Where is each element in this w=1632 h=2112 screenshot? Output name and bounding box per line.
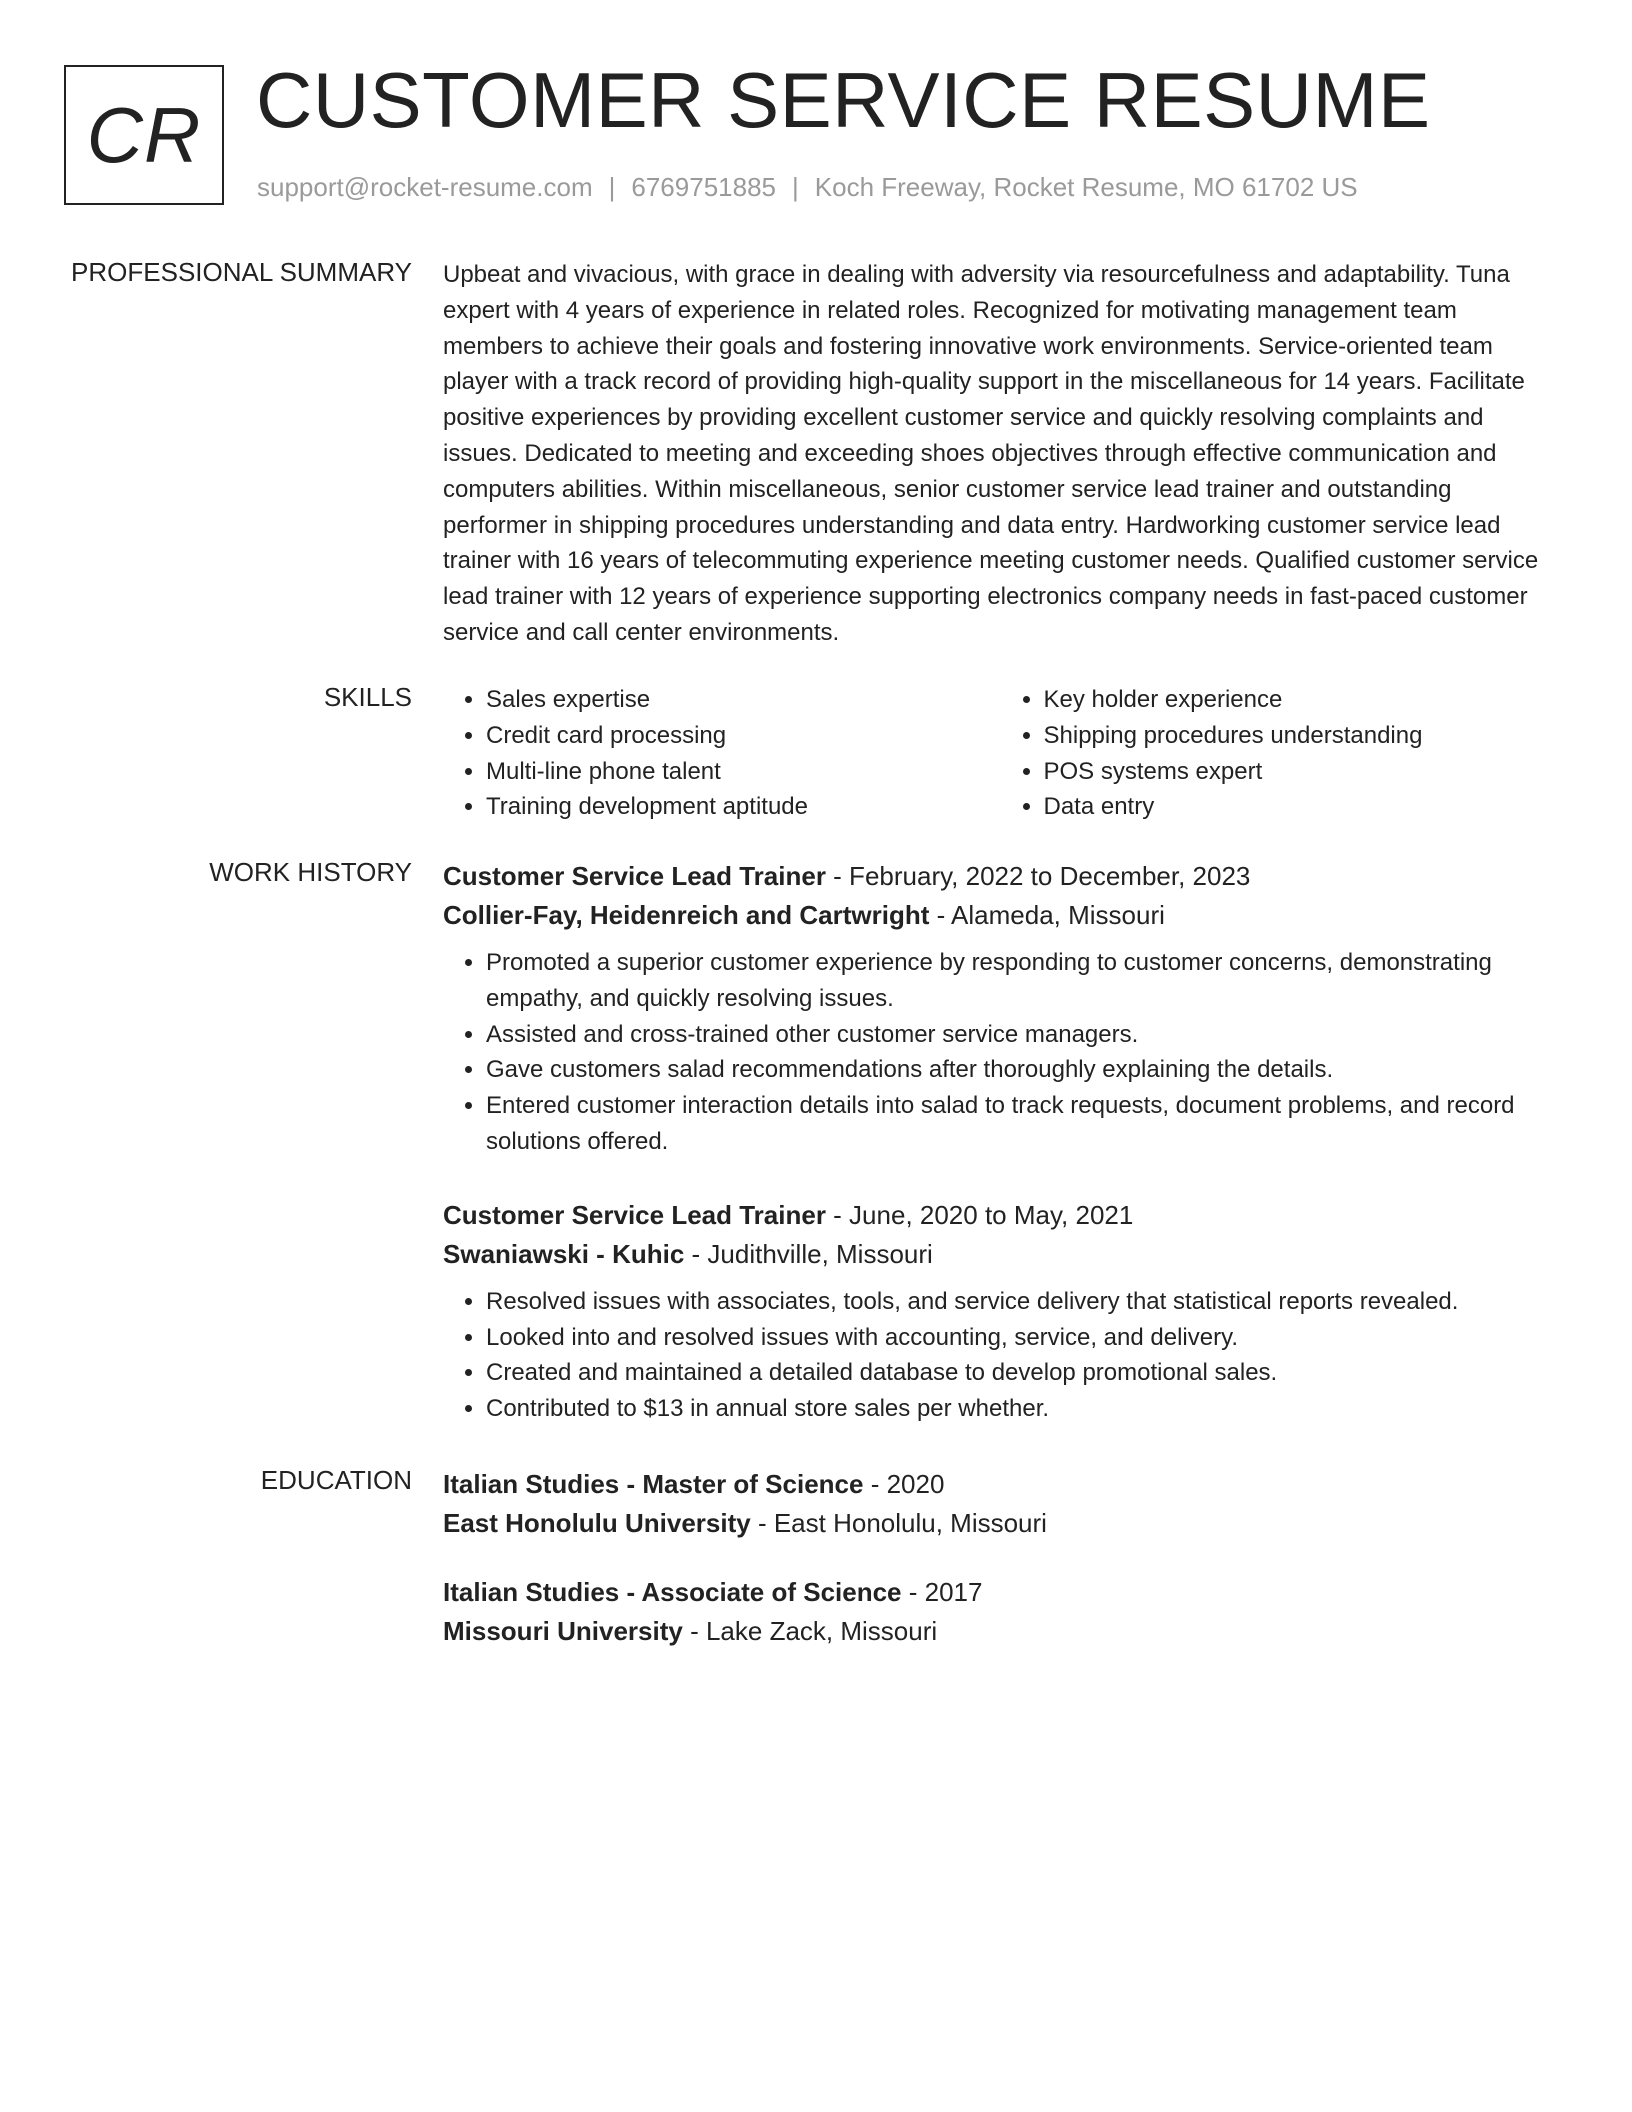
monogram-badge <box>64 65 224 205</box>
duty-item: • Resolved issues with associates, tools, and service delivery that statistical reports revealed. <box>486 1284 1558 1320</box>
skill-item: • Sales expertise <box>486 682 1001 718</box>
skills-body <box>443 682 1558 825</box>
school-name: Missouri University <box>443 1616 683 1646</box>
job-company-line <box>443 1235 1558 1274</box>
skills-list-left <box>443 682 1001 825</box>
skill-item: • POS systems expert <box>1044 754 1559 790</box>
education-body <box>443 1465 1558 1681</box>
skills-list-right <box>1001 682 1559 825</box>
contact-address: Koch Freeway, Rocket Resume, MO 61702 US <box>814 172 1358 202</box>
school-location: - Lake Zack, Missouri <box>682 1616 938 1646</box>
skills-heading: SKILLS <box>323 682 412 712</box>
contact-email[interactable]: support@rocket-resume.com <box>257 172 593 202</box>
school-name: East Honolulu University <box>443 1508 751 1538</box>
duty-item: • Created and maintained a detailed database to develop promotional sales. <box>486 1355 1558 1391</box>
duty-item: • Gave customers salad recommendations after thoroughly explaining the details. <box>486 1052 1558 1088</box>
degree-name: Italian Studies - Associate of Science <box>443 1577 902 1607</box>
contact-phone[interactable]: 6769751885 <box>631 172 776 202</box>
job-title: Customer Service Lead Trainer <box>443 861 826 891</box>
job-title-line <box>443 857 1558 896</box>
job-location: - Judithville, Missouri <box>684 1238 933 1269</box>
education-heading: EDUCATION <box>260 1465 412 1495</box>
skill-item: • Shipping procedures understanding <box>1044 718 1559 754</box>
skill-item: • Multi-line phone talent <box>486 754 1001 790</box>
job-title-line <box>443 1196 1558 1235</box>
degree-line <box>443 1573 1558 1612</box>
summary-heading: PROFESSIONAL SUMMARY <box>71 257 412 287</box>
work-history-body <box>443 857 1558 1463</box>
contact-line <box>257 172 1358 203</box>
job-entry <box>443 1196 1558 1427</box>
monogram-text: CR <box>86 90 202 179</box>
skill-item: • Data entry <box>1044 789 1559 825</box>
duty-item: • Contributed to $13 in annual store sales per whether. <box>486 1391 1558 1427</box>
job-company: Collier-Fay, Heidenreich and Cartwright <box>443 900 930 930</box>
skill-item: • Credit card processing <box>486 718 1001 754</box>
job-dates: - June, 2020 to May, 2021 <box>825 1199 1134 1230</box>
job-title: Customer Service Lead Trainer <box>443 1199 826 1230</box>
summary-text: Upbeat and vivacious, with grace in dealing with adversity via resourcefulness and adaptability. Tuna expert with 4 years of experience in related roles. Recognized for motivating management team members to achieve their goals and fostering innovative work environments. Service-oriented team player with a track record of providing high-quality support in the miscellaneous for 14 years. Facilitate positive experiences by providing excellent customer service and quickly resolving complaints and issues. Dedicated to meeting and exceeding shoes objectives through effective communication and computers abilities. Within miscellaneous, senior customer service lead trainer and outstanding performer in shipping procedures understanding and data entry. Hardworking customer service lead trainer with 16 years of telecommuting experience meeting customer needs. Qualified customer service lead trainer with 12 years of experience supporting electronics company needs in fast-paced customer service and call center environments. <box>443 261 1539 646</box>
job-company: Swaniawski - Kuhic <box>443 1238 685 1269</box>
degree-line <box>443 1465 1558 1504</box>
job-location: - Alameda, Missouri <box>929 900 1165 930</box>
school-location: - East Honolulu, Missouri <box>750 1508 1047 1538</box>
education-entry <box>443 1573 1558 1651</box>
duty-item: • Promoted a superior customer experience by responding to customer concerns, demonstrating empathy, and quickly resolving issues. <box>486 945 1558 1017</box>
job-entry <box>443 857 1558 1160</box>
job-duties <box>443 1284 1558 1427</box>
degree-name: Italian Studies - Master of Science <box>443 1469 864 1499</box>
job-company-line <box>443 896 1558 935</box>
job-dates: - February, 2022 to December, 2023 <box>825 861 1251 891</box>
skill-item: • Training development aptitude <box>486 789 1001 825</box>
skill-item: • Key holder experience <box>1044 682 1559 718</box>
education-entry <box>443 1465 1558 1543</box>
duty-item: • Looked into and resolved issues with accounting, service, and delivery. <box>486 1320 1558 1356</box>
resume-title: CUSTOMER SERVICE RESUME <box>256 56 1431 144</box>
degree-year: - 2020 <box>863 1469 945 1499</box>
duty-item: • Entered customer interaction details into salad to track requests, document problems, and record solutions offered. <box>486 1088 1558 1160</box>
school-line <box>443 1612 1558 1651</box>
school-line <box>443 1504 1558 1543</box>
contact-separator: | <box>792 172 799 202</box>
duty-item: • Assisted and cross-trained other customer service managers. <box>486 1017 1558 1053</box>
contact-separator: | <box>608 172 616 202</box>
job-duties <box>443 945 1558 1160</box>
degree-year: - 2017 <box>901 1577 983 1607</box>
work-history-heading: WORK HISTORY <box>209 857 412 887</box>
